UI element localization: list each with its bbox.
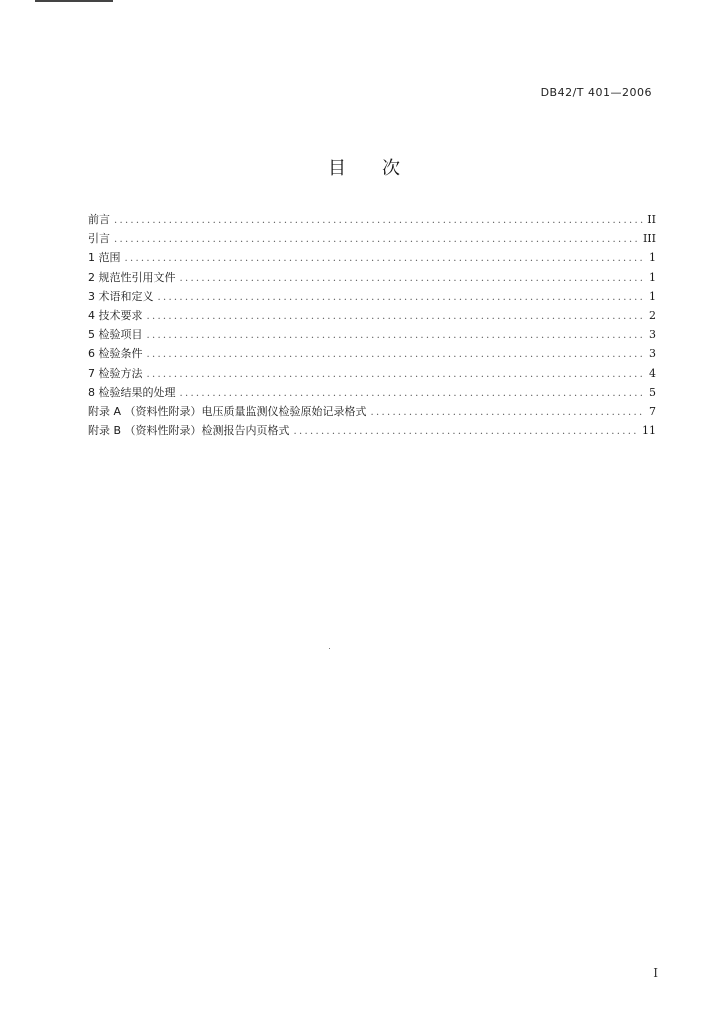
toc-entry[interactable] [88,364,656,383]
toc-entry[interactable] [88,421,656,440]
document-code: DB42/T 401—2006 [540,86,652,99]
toc-leader-dots [294,422,638,441]
toc-entry-label: 4 技术要求 [88,308,143,322]
toc-entry-label: 7 检验方法 [88,366,143,380]
toc-entry-page: 3 [649,347,656,361]
toc-entry[interactable] [88,325,656,344]
toc-entry-label: 2 规范性引用文件 [88,270,176,284]
scan-speck [329,648,330,649]
toc-entry[interactable] [88,402,656,421]
toc-entry-label: 前言 [88,213,110,226]
toc-entry-page: 1 [649,270,656,284]
toc-entry[interactable] [88,383,656,402]
toc-entry-page: 4 [649,366,656,380]
toc-entry[interactable] [88,306,656,325]
header-rule [35,0,113,2]
toc-leader-dots [180,269,645,288]
toc-entry[interactable] [88,229,656,248]
toc-entry-label: 附录 A （资料性附录）电压质量监测仪检验原始记录格式 [88,404,367,418]
toc-entry-label: 8 检验结果的处理 [88,385,176,399]
toc-entry[interactable] [88,248,656,267]
toc-entry-label: 引言 [88,232,110,246]
toc-leader-dots [125,249,645,268]
toc-entry-label: 3 术语和定义 [88,289,154,303]
toc-leader-dots [158,288,645,307]
toc-entry-page: III [642,232,656,246]
toc-entry-label: 1 范围 [88,251,121,265]
toc-leader-dots [147,326,645,345]
toc-list [88,210,656,440]
page-number: I [653,966,658,980]
toc-title-char: 目 [328,158,346,179]
toc-title [0,154,728,180]
toc-entry-page: 2 [649,308,656,322]
toc-entry-page: 1 [649,289,656,303]
toc-leader-dots [147,345,645,364]
toc-leader-dots [371,403,644,422]
toc-entry[interactable] [88,268,656,287]
toc-leader-dots [147,365,645,384]
toc-leader-dots [114,211,643,230]
toc-entry-page: 3 [649,328,656,342]
toc-entry-page: 7 [649,404,656,418]
toc-leader-dots [114,230,639,249]
toc-entry-label: 5 检验项目 [88,328,143,342]
toc-entry-page: II [647,213,656,226]
toc-entry-page: 5 [649,385,656,399]
toc-entry-page: 11 [642,424,656,438]
toc-entry-label: 附录 B （资料性附录）检测报告内页格式 [88,424,290,438]
toc-entry-page: 1 [649,251,656,265]
toc-entry[interactable] [88,287,656,306]
toc-entry[interactable] [88,210,656,229]
toc-leader-dots [180,384,645,403]
toc-entry[interactable] [88,344,656,363]
toc-entry-label: 6 检验条件 [88,347,143,361]
toc-title-char: 次 [382,158,400,179]
toc-leader-dots [147,307,645,326]
